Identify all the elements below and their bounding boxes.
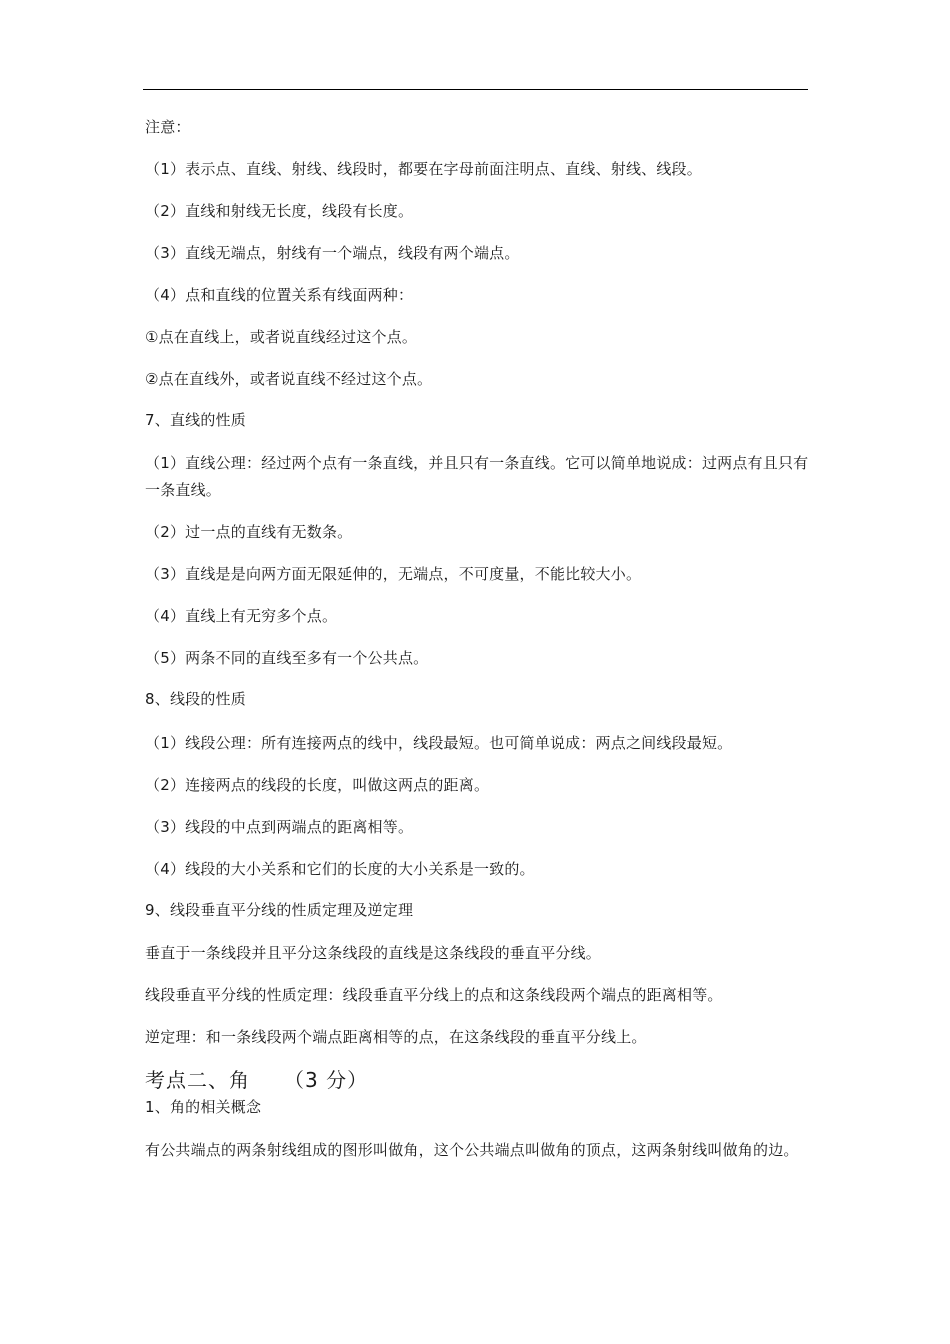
section-1-title: 1、角的相关概念 bbox=[145, 1098, 262, 1116]
section-9-title: 9、线段垂直平分线的性质定理及逆定理 bbox=[145, 901, 414, 919]
section-8-item-4: （4）线段的大小关系和它们的长度的大小关系是一致的。 bbox=[145, 860, 535, 878]
section-7-item-5: （5）两条不同的直线至多有一个公共点。 bbox=[145, 649, 429, 667]
section-9-item-1: 垂直于一条线段并且平分这条线段的直线是这条线段的垂直平分线。 bbox=[145, 944, 602, 962]
note-item-4: （4）点和直线的位置关系有线面两种： bbox=[145, 286, 414, 304]
section-8-item-3: （3）线段的中点到两端点的距离相等。 bbox=[145, 818, 414, 836]
note-item-3: （3）直线无端点，射线有一个端点，线段有两个端点。 bbox=[145, 244, 520, 262]
kaodian-2-score: （3 分） bbox=[284, 1068, 369, 1092]
section-8-item-2: （2）连接两点的线段的长度，叫做这两点的距离。 bbox=[145, 776, 490, 794]
section-7-item-4: （4）直线上有无穷多个点。 bbox=[145, 607, 338, 625]
kaodian-2-title: 考点二、角 bbox=[145, 1068, 250, 1092]
section-7-title: 7、直线的性质 bbox=[145, 411, 246, 429]
section-7-item-2: （2）过一点的直线有无数条。 bbox=[145, 523, 353, 541]
section-7-item-1: （1）直线公理：经过两个点有一条直线，并且只有一条直线。它可以简单地说成：过两点有且只有一条直线。 bbox=[145, 454, 809, 499]
section-7-item-3: （3）直线是是向两方面无限延伸的，无端点，不可度量，不能比较大小。 bbox=[145, 565, 642, 583]
header-rule bbox=[143, 89, 808, 90]
note-title: 注意： bbox=[145, 118, 191, 136]
section-8-title: 8、线段的性质 bbox=[145, 690, 246, 708]
note-item-6: ②点在直线外，或者说直线不经过这个点。 bbox=[145, 370, 433, 388]
kaodian-2-heading bbox=[145, 1067, 368, 1093]
note-item-5: ①点在直线上，或者说直线经过这个点。 bbox=[145, 328, 418, 346]
note-item-1: （1）表示点、直线、射线、线段时，都要在字母前面注明点、直线、射线、线段。 bbox=[145, 160, 702, 178]
note-item-2: （2）直线和射线无长度，线段有长度。 bbox=[145, 202, 414, 220]
section-8-item-1: （1）线段公理：所有连接两点的线中，线段最短。也可简单说成：两点之间线段最短。 bbox=[145, 734, 733, 752]
section-1-text: 有公共端点的两条射线组成的图形叫做角，这个公共端点叫做角的顶点，这两条射线叫做角的边。 bbox=[145, 1141, 799, 1159]
section-9-item-2: 线段垂直平分线的性质定理：线段垂直平分线上的点和这条线段两个端点的距离相等。 bbox=[145, 986, 723, 1004]
section-9-item-3: 逆定理：和一条线段两个端点距离相等的点，在这条线段的垂直平分线上。 bbox=[145, 1028, 647, 1046]
